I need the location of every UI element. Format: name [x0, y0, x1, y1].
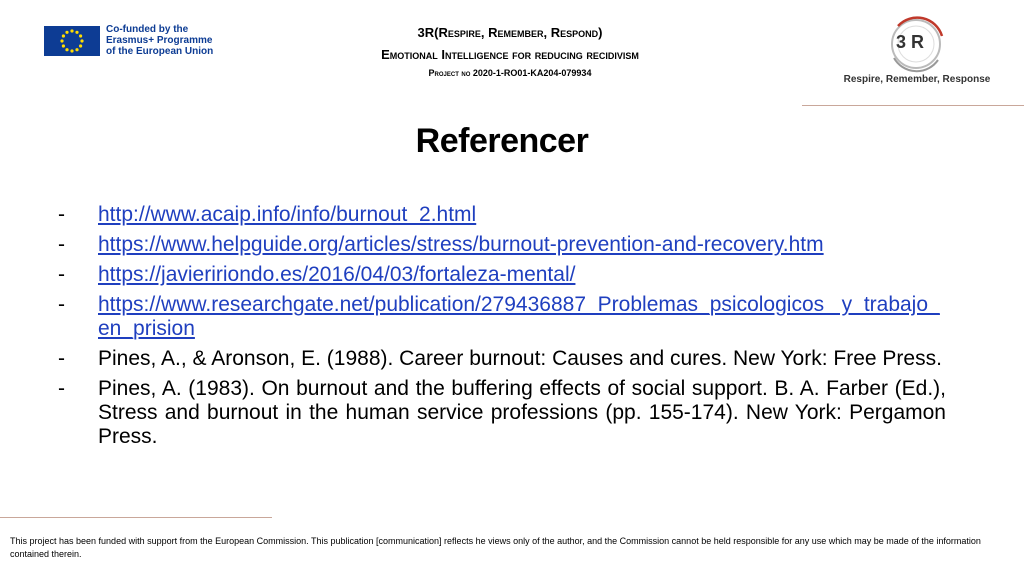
3r-logo: [832, 14, 1002, 94]
eu-flag-icon: [44, 26, 100, 56]
project-subtitle: Emotional Intelligence for reducing recidivism: [381, 47, 639, 62]
reference-list: [58, 203, 946, 455]
eu-logo-line: Erasmus+ Programme: [106, 35, 213, 46]
list-bullet: -: [58, 203, 65, 226]
eu-logo-text: [106, 24, 226, 57]
project-title: 3R(Respire, Remember, Respond): [417, 25, 603, 40]
reference-citation: Pines, A., & Aronson, E. (1988). Career burnout: Causes and cures. New York: Free Press.: [98, 347, 942, 370]
funding-disclaimer: This project has been funded with support from the European Commission. This publication [communication] reflects he views only of the author, and the Commission cannot be held responsible for any use which may be made of the information contained therein.: [10, 536, 981, 559]
reference-link[interactable]: https://www.researchgate.net/publication/279436887_Problemas_psicologicos_ y_trabajo_en_prision: [98, 293, 940, 340]
reference-link[interactable]: https://javieririondo.es/2016/04/03/fortaleza-mental/: [98, 263, 576, 286]
footer-divider: [0, 517, 272, 518]
project-header: [300, 24, 720, 79]
header-divider: [802, 105, 1024, 106]
list-item: [58, 377, 946, 449]
3r-tagline: Respire, Remember, Response: [843, 74, 991, 85]
list-item: [58, 347, 946, 371]
reference-link[interactable]: http://www.acaip.info/info/burnout_2.html: [98, 203, 477, 226]
page-title: Referencer: [415, 122, 589, 160]
list-bullet: -: [58, 377, 65, 400]
reference-link[interactable]: https://www.helpguide.org/articles/stress/burnout-prevention-and-recovery.htm: [98, 233, 824, 256]
3r-mark: 3 R: [896, 32, 925, 52]
list-bullet: -: [58, 347, 65, 370]
list-item: [58, 293, 946, 341]
list-bullet: -: [58, 263, 65, 286]
eu-cofunded-logo: [44, 24, 226, 57]
list-item: [58, 203, 946, 227]
list-bullet: -: [58, 233, 65, 256]
list-bullet: -: [58, 293, 65, 316]
eu-logo-line: of the European Union: [106, 46, 214, 57]
reference-citation: Pines, A. (1983). On burnout and the buffering effects of social support. B. A. Farber (Ed.), Stress and burnout in the human service professions (pp. 155-174). New York: Pergamon Press.: [98, 377, 946, 448]
list-item: [58, 233, 946, 257]
eu-logo-line: Co-funded by the: [106, 24, 189, 35]
project-number: Project no 2020-1-RO01-KA204-079934: [428, 68, 592, 78]
list-item: [58, 263, 946, 287]
